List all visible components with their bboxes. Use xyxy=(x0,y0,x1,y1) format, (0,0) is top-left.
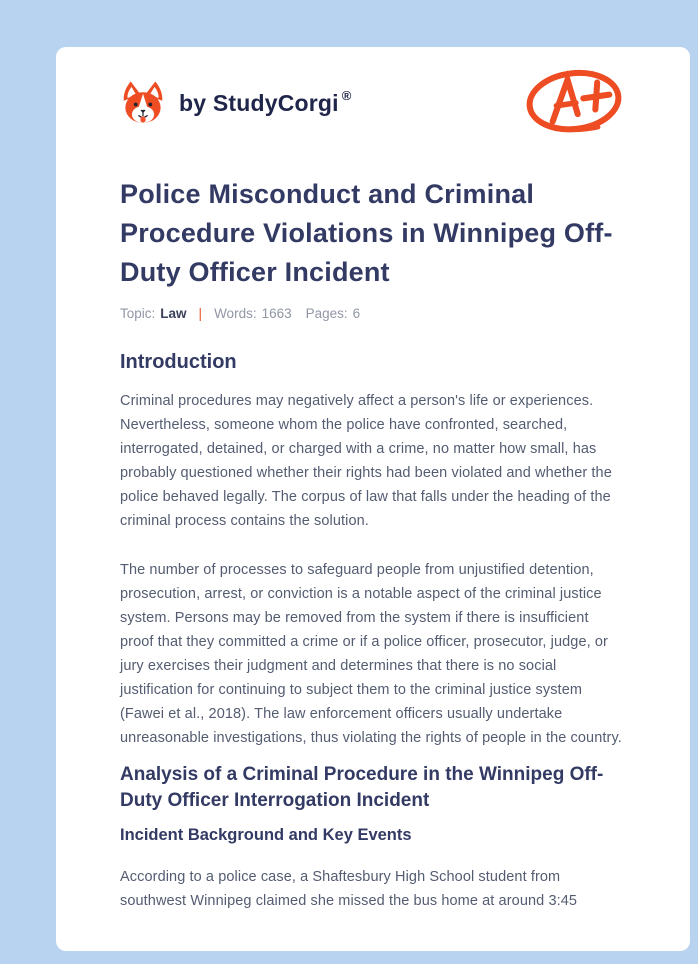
paragraph: According to a police case, a Shaftesbury High School student from southwest Winnipeg claimed she missed the bus home at around 3:45 xyxy=(120,869,578,909)
a-plus-badge-icon xyxy=(522,64,626,142)
paragraph: The number of processes to safeguard people from unjustified detention, prosecution, arrest, or conviction is a notable aspect of the criminal justice system. Persons may be removed from the system if there is insufficient proof that they committed a crime or if a police officer, prosecutor, judge, or jury exercises their judgment and determines that there is no social justification for continuing to subject them to the criminal justice system (Fawei et al., 2018). The law enforcement officers usually undertake unreasonable investigations, thus violating the rights of people in the country. xyxy=(120,562,622,746)
words-label: Words: xyxy=(214,306,257,321)
brand[interactable] xyxy=(120,80,351,126)
corgi-icon xyxy=(120,80,166,126)
words-value: 1663 xyxy=(261,306,292,321)
section-heading-introduction: Introduction xyxy=(120,351,237,373)
registered-trademark: ® xyxy=(341,87,352,103)
topic-label: Topic: xyxy=(120,306,156,321)
meta-separator: | xyxy=(198,306,203,321)
section-heading-analysis: Analysis of a Criminal Procedure in the Winnipeg Off-Duty Officer Interrogation Incident xyxy=(120,764,604,811)
page-title: Police Misconduct and Criminal Procedure Violations in Winnipeg Off-Duty Officer Incident xyxy=(120,179,613,287)
paragraph: Criminal procedures may negatively affect a person's life or experiences. Nevertheless, someone whom the police have confronted, searched, interrogated, detained, or charged with a crime, no matter how small, has probably questioned whether their rights had been violated and whether the police behaved legally. The corpus of law that falls under the heading of the criminal process contains the solution. xyxy=(120,393,612,529)
article-meta xyxy=(120,306,626,321)
topic-link[interactable]: Law xyxy=(160,306,187,321)
subsection-heading-incident-background: Incident Background and Key Events xyxy=(120,826,412,844)
brand-name: by StudyCorgi xyxy=(179,89,339,116)
document-header xyxy=(120,63,626,143)
pages-label: Pages: xyxy=(305,306,348,321)
document-card xyxy=(56,47,690,951)
pages-value: 6 xyxy=(352,306,361,321)
